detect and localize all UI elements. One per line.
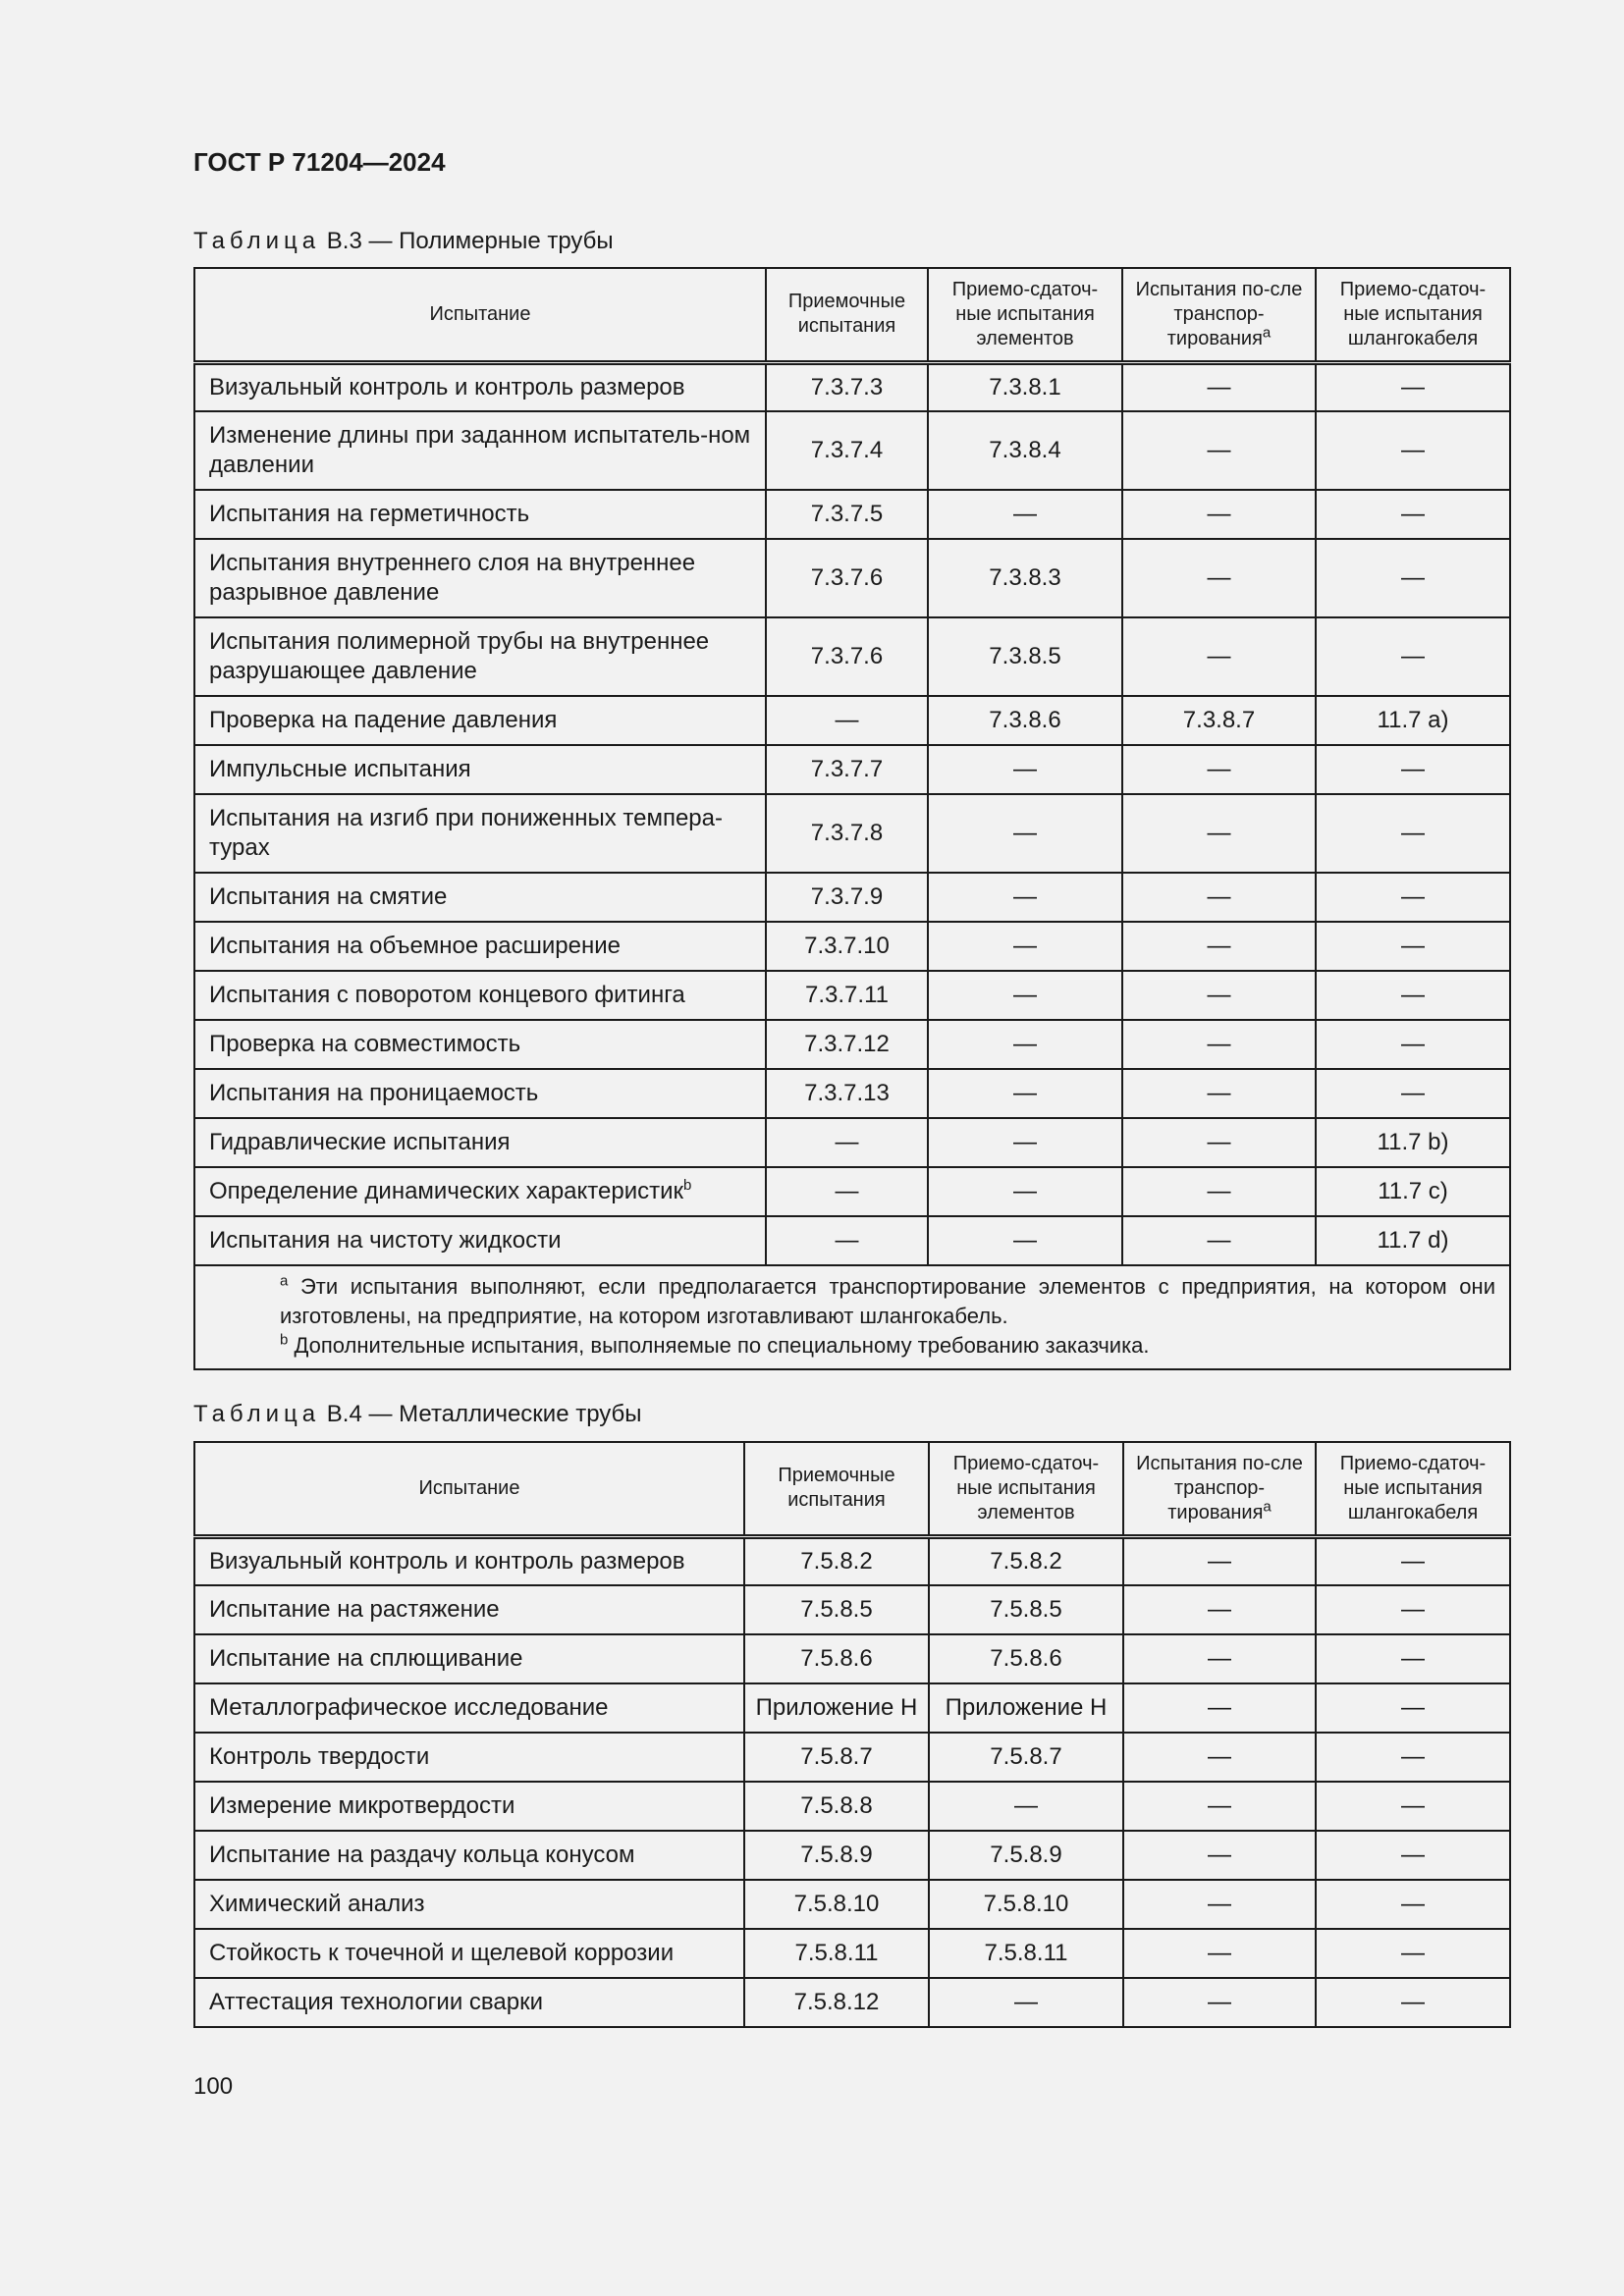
table-row [194, 1585, 1510, 1634]
clause-ref-cell: — [1316, 873, 1510, 922]
test-name-cell [194, 1118, 766, 1167]
table-row [194, 1880, 1510, 1929]
note-a-text: Эти испытания выполняют, если предполагается транспортирование элементов с предприятия, на котором они изготовлены, на предприятие, на котором изготавливают шлангокабель. [280, 1274, 1495, 1328]
clause-ref-cell: — [766, 1118, 928, 1167]
clause-ref-cell: 7.3.8.5 [928, 617, 1122, 696]
footnote-mark: a [1263, 1498, 1272, 1516]
clause-ref-cell: — [1316, 1536, 1510, 1585]
test-name-cell [194, 1585, 744, 1634]
table-b3-caption [193, 228, 614, 255]
test-name: Аттестация технологии сварки [209, 1989, 543, 2015]
clause-ref-cell: — [1123, 1880, 1316, 1929]
clause-ref-cell: — [1316, 362, 1510, 411]
clause-ref-cell: — [1123, 1929, 1316, 1978]
clause-ref-cell: 7.3.7.10 [766, 922, 928, 971]
header-elements: Приемо-сдаточ-ные испытания элементов [928, 268, 1122, 362]
clause-ref-cell: 7.3.7.11 [766, 971, 928, 1020]
test-name-cell [194, 1880, 744, 1929]
clause-ref-cell: 11.7 a) [1316, 696, 1510, 745]
table-b4-caption [193, 1401, 642, 1428]
test-name: Проверка на совместимость [209, 1031, 521, 1057]
header-umbilical: Приемо-сдаточ-ные испытания шлангокабеля [1316, 268, 1510, 362]
header-test: Испытание [194, 1442, 744, 1536]
test-name-cell [194, 1782, 744, 1831]
clause-ref-cell: — [1316, 1880, 1510, 1929]
clause-ref-cell: — [1122, 539, 1316, 617]
clause-ref-cell: 7.5.8.7 [744, 1733, 929, 1782]
header-test: Испытание [194, 268, 766, 362]
clause-ref-cell: — [1316, 411, 1510, 490]
clause-ref-cell: — [928, 1020, 1122, 1069]
header-umbilical: Приемо-сдаточ-ные испытания шлангокабеля [1316, 1442, 1510, 1536]
clause-ref-cell: — [928, 490, 1122, 539]
table-row [194, 696, 1510, 745]
clause-ref-cell: 7.3.7.3 [766, 362, 928, 411]
clause-ref-cell: 7.5.8.5 [929, 1585, 1123, 1634]
test-name: Испытания на чистоту жидкости [209, 1227, 562, 1254]
table-row [194, 1020, 1510, 1069]
test-name: Проверка на падение давления [209, 707, 558, 733]
clause-ref-cell: — [1316, 745, 1510, 794]
clause-ref-cell: — [928, 745, 1122, 794]
test-name-cell [194, 1069, 766, 1118]
clause-ref-cell: — [928, 1069, 1122, 1118]
test-name: Измерение микротвердости [209, 1792, 515, 1819]
table-b4 [193, 1441, 1511, 2028]
clause-ref-cell: — [1122, 490, 1316, 539]
clause-ref-cell: — [1316, 1929, 1510, 1978]
table-b3-header-row [194, 268, 1510, 362]
clause-ref-cell: — [929, 1782, 1123, 1831]
table-row [194, 1782, 1510, 1831]
clause-ref-cell: 7.3.7.12 [766, 1020, 928, 1069]
test-name: Определение динамических характеристик [209, 1178, 684, 1204]
clause-ref-cell: — [1122, 617, 1316, 696]
test-name-cell [194, 794, 766, 873]
test-name: Импульсные испытания [209, 756, 471, 782]
header-acceptance: Приемочные испытания [744, 1442, 929, 1536]
note-a-mark: a [280, 1272, 289, 1290]
table-row [194, 794, 1510, 873]
clause-ref-cell: — [1316, 794, 1510, 873]
table-row [194, 490, 1510, 539]
test-name: Испытания внутреннего слоя на внутреннее разрывное давление [209, 550, 696, 606]
clause-ref-cell: 7.3.8.3 [928, 539, 1122, 617]
clause-ref-cell: — [766, 1167, 928, 1216]
table-row [194, 362, 1510, 411]
table-b3 [193, 267, 1511, 1370]
clause-ref-cell: — [928, 922, 1122, 971]
table-row [194, 617, 1510, 696]
note-b [209, 1331, 1495, 1361]
clause-ref-cell: — [766, 696, 928, 745]
clause-ref-cell: — [1122, 411, 1316, 490]
clause-ref-cell: — [1316, 1069, 1510, 1118]
test-name: Испытание на растяжение [209, 1596, 500, 1623]
clause-ref-cell: 7.5.8.2 [744, 1536, 929, 1585]
test-name: Визуальный контроль и контроль размеров [209, 1547, 685, 1575]
table-b4-caption-word: Таблица [193, 1401, 321, 1427]
page-number: 100 [193, 2073, 234, 2100]
clause-ref-cell: 7.5.8.12 [744, 1978, 929, 2027]
clause-ref-cell: 7.5.8.11 [744, 1929, 929, 1978]
clause-ref-cell: 7.5.8.9 [744, 1831, 929, 1880]
note-a [209, 1272, 1495, 1331]
test-name: Визуальный контроль и контроль размеров [209, 373, 685, 400]
clause-ref-cell: 11.7 b) [1316, 1118, 1510, 1167]
test-name-cell [194, 922, 766, 971]
table-row [194, 1167, 1510, 1216]
table-row [194, 1733, 1510, 1782]
clause-ref-cell: 7.3.7.6 [766, 539, 928, 617]
clause-ref-cell: — [928, 1216, 1122, 1265]
test-name: Испытания на изгиб при пониженных темпера-турах [209, 805, 723, 861]
test-name-cell [194, 1536, 744, 1585]
table-row [194, 1634, 1510, 1683]
test-name-cell [194, 617, 766, 696]
clause-ref-cell: — [1316, 1683, 1510, 1733]
test-name: Металлографическое исследование [209, 1694, 609, 1721]
test-name: Испытания на герметичность [209, 501, 530, 527]
clause-ref-cell: 7.3.7.8 [766, 794, 928, 873]
clause-ref-cell: — [1122, 1216, 1316, 1265]
clause-ref-cell: — [1122, 1069, 1316, 1118]
note-b-text: Дополнительные испытания, выполняемые по специальному требованию заказчика. [294, 1333, 1150, 1358]
test-name-cell [194, 1167, 766, 1216]
clause-ref-cell: — [1316, 1782, 1510, 1831]
clause-ref-cell: — [1122, 1167, 1316, 1216]
test-name-cell [194, 1634, 744, 1683]
test-name-cell [194, 1020, 766, 1069]
clause-ref-cell: — [1122, 362, 1316, 411]
clause-ref-cell: — [1123, 1683, 1316, 1733]
table-b4-header-row [194, 1442, 1510, 1536]
clause-ref-cell: 7.5.8.10 [744, 1880, 929, 1929]
clause-ref-cell: 7.3.8.4 [928, 411, 1122, 490]
clause-ref-cell: — [1122, 873, 1316, 922]
clause-ref-cell: 7.3.8.7 [1122, 696, 1316, 745]
test-name: Гидравлические испытания [209, 1129, 511, 1155]
clause-ref-cell: — [1316, 539, 1510, 617]
table-row [194, 1118, 1510, 1167]
test-name-cell [194, 1831, 744, 1880]
table-row [194, 971, 1510, 1020]
clause-ref-cell: — [1316, 1020, 1510, 1069]
clause-ref-cell: 7.5.8.5 [744, 1585, 929, 1634]
test-name-cell [194, 696, 766, 745]
table-b3-notes [194, 1265, 1510, 1369]
clause-ref-cell: 7.3.7.9 [766, 873, 928, 922]
clause-ref-cell: — [1123, 1733, 1316, 1782]
clause-ref-cell: — [1316, 1978, 1510, 2027]
clause-ref-cell: Приложение Н [929, 1683, 1123, 1733]
clause-ref-cell: — [1123, 1634, 1316, 1683]
test-name: Испытания на проницаемость [209, 1080, 539, 1106]
header-acceptance: Приемочные испытания [766, 268, 928, 362]
table-row [194, 1683, 1510, 1733]
test-name-cell [194, 873, 766, 922]
clause-ref-cell: 7.3.7.6 [766, 617, 928, 696]
clause-ref-cell: — [1122, 745, 1316, 794]
clause-ref-cell: — [1122, 1118, 1316, 1167]
clause-ref-cell: — [928, 1118, 1122, 1167]
clause-ref-cell: 7.5.8.6 [744, 1634, 929, 1683]
clause-ref-cell: — [1122, 794, 1316, 873]
table-row [194, 1069, 1510, 1118]
test-name-cell [194, 1929, 744, 1978]
clause-ref-cell: — [766, 1216, 928, 1265]
table-row [194, 1831, 1510, 1880]
table-b4-caption-title: В.4 — Металлические трубы [326, 1401, 642, 1427]
clause-ref-cell: Приложение Н [744, 1683, 929, 1733]
footnote-mark: a [1262, 324, 1272, 342]
clause-ref-cell: — [1122, 971, 1316, 1020]
clause-ref-cell: 7.5.8.11 [929, 1929, 1123, 1978]
clause-ref-cell: — [1123, 1536, 1316, 1585]
test-name-cell [194, 1733, 744, 1782]
table-row [194, 1536, 1510, 1585]
header-after-transport-label: Испытания по-сле транспор-тирования [1135, 278, 1303, 349]
header-after-transport [1123, 1442, 1316, 1536]
clause-ref-cell: — [1316, 617, 1510, 696]
clause-ref-cell: — [1123, 1978, 1316, 2027]
test-name-cell [194, 411, 766, 490]
test-name: Испытания с поворотом концевого фитинга [209, 982, 685, 1008]
clause-ref-cell: — [1316, 1634, 1510, 1683]
clause-ref-cell: 7.5.8.10 [929, 1880, 1123, 1929]
test-name: Испытания полимерной трубы на внутреннее разрушающее давление [209, 628, 710, 684]
test-name: Химический анализ [209, 1891, 425, 1917]
test-name-cell [194, 539, 766, 617]
clause-ref-cell: — [1316, 922, 1510, 971]
table-b3-caption-title: В.3 — Полимерные трубы [326, 228, 614, 254]
test-name-cell [194, 1683, 744, 1733]
test-name-cell [194, 745, 766, 794]
clause-ref-cell: 7.5.8.9 [929, 1831, 1123, 1880]
test-name-cell [194, 1978, 744, 2027]
clause-ref-cell: 7.3.8.1 [928, 362, 1122, 411]
test-name: Изменение длины при заданном испытатель-ном давлении [209, 422, 751, 478]
clause-ref-cell: — [1316, 1733, 1510, 1782]
clause-ref-cell: — [928, 1167, 1122, 1216]
clause-ref-cell: — [1123, 1782, 1316, 1831]
table-row [194, 411, 1510, 490]
table-b3-notes-row [194, 1265, 1510, 1369]
clause-ref-cell: — [1316, 490, 1510, 539]
clause-ref-cell: — [1316, 1831, 1510, 1880]
clause-ref-cell: — [1123, 1585, 1316, 1634]
clause-ref-cell: — [929, 1978, 1123, 2027]
test-name: Испытание на сплющивание [209, 1645, 523, 1672]
clause-ref-cell: — [928, 794, 1122, 873]
table-row [194, 873, 1510, 922]
table-row [194, 1978, 1510, 2027]
test-name: Контроль твердости [209, 1743, 430, 1770]
clause-ref-cell: 11.7 c) [1316, 1167, 1510, 1216]
clause-ref-cell: 7.3.7.4 [766, 411, 928, 490]
clause-ref-cell: — [1122, 1020, 1316, 1069]
test-name: Испытание на раздачу кольца конусом [209, 1842, 635, 1868]
clause-ref-cell: — [1123, 1831, 1316, 1880]
clause-ref-cell: 7.3.7.7 [766, 745, 928, 794]
clause-ref-cell: 7.5.8.2 [929, 1536, 1123, 1585]
test-name: Испытания на объемное расширение [209, 933, 621, 959]
clause-ref-cell: 7.3.7.5 [766, 490, 928, 539]
document-code: ГОСТ Р 71204—2024 [193, 147, 446, 177]
test-name: Стойкость к точечной и щелевой коррозии [209, 1940, 675, 1966]
clause-ref-cell: 7.3.7.13 [766, 1069, 928, 1118]
clause-ref-cell: 7.5.8.8 [744, 1782, 929, 1831]
clause-ref-cell: 7.3.8.6 [928, 696, 1122, 745]
table-b3-caption-word: Таблица [193, 228, 321, 254]
clause-ref-cell: 7.5.8.7 [929, 1733, 1123, 1782]
test-name-cell [194, 362, 766, 411]
table-row [194, 539, 1510, 617]
clause-ref-cell: 11.7 d) [1316, 1216, 1510, 1265]
header-elements: Приемо-сдаточ-ные испытания элементов [929, 1442, 1123, 1536]
test-name-cell [194, 1216, 766, 1265]
table-row [194, 1216, 1510, 1265]
table-row [194, 1929, 1510, 1978]
test-name-cell [194, 490, 766, 539]
test-name-cell [194, 971, 766, 1020]
clause-ref-cell: — [1316, 971, 1510, 1020]
footnote-mark: b [683, 1177, 692, 1194]
clause-ref-cell: — [928, 873, 1122, 922]
clause-ref-cell: 7.5.8.6 [929, 1634, 1123, 1683]
test-name: Испытания на смятие [209, 883, 448, 910]
note-b-mark: b [280, 1331, 289, 1349]
clause-ref-cell: — [1122, 922, 1316, 971]
header-after-transport [1122, 268, 1316, 362]
table-row [194, 922, 1510, 971]
header-after-transport-label: Испытания по-сле транспор-тирования [1136, 1452, 1303, 1523]
clause-ref-cell: — [1316, 1585, 1510, 1634]
clause-ref-cell: — [928, 971, 1122, 1020]
table-row [194, 745, 1510, 794]
